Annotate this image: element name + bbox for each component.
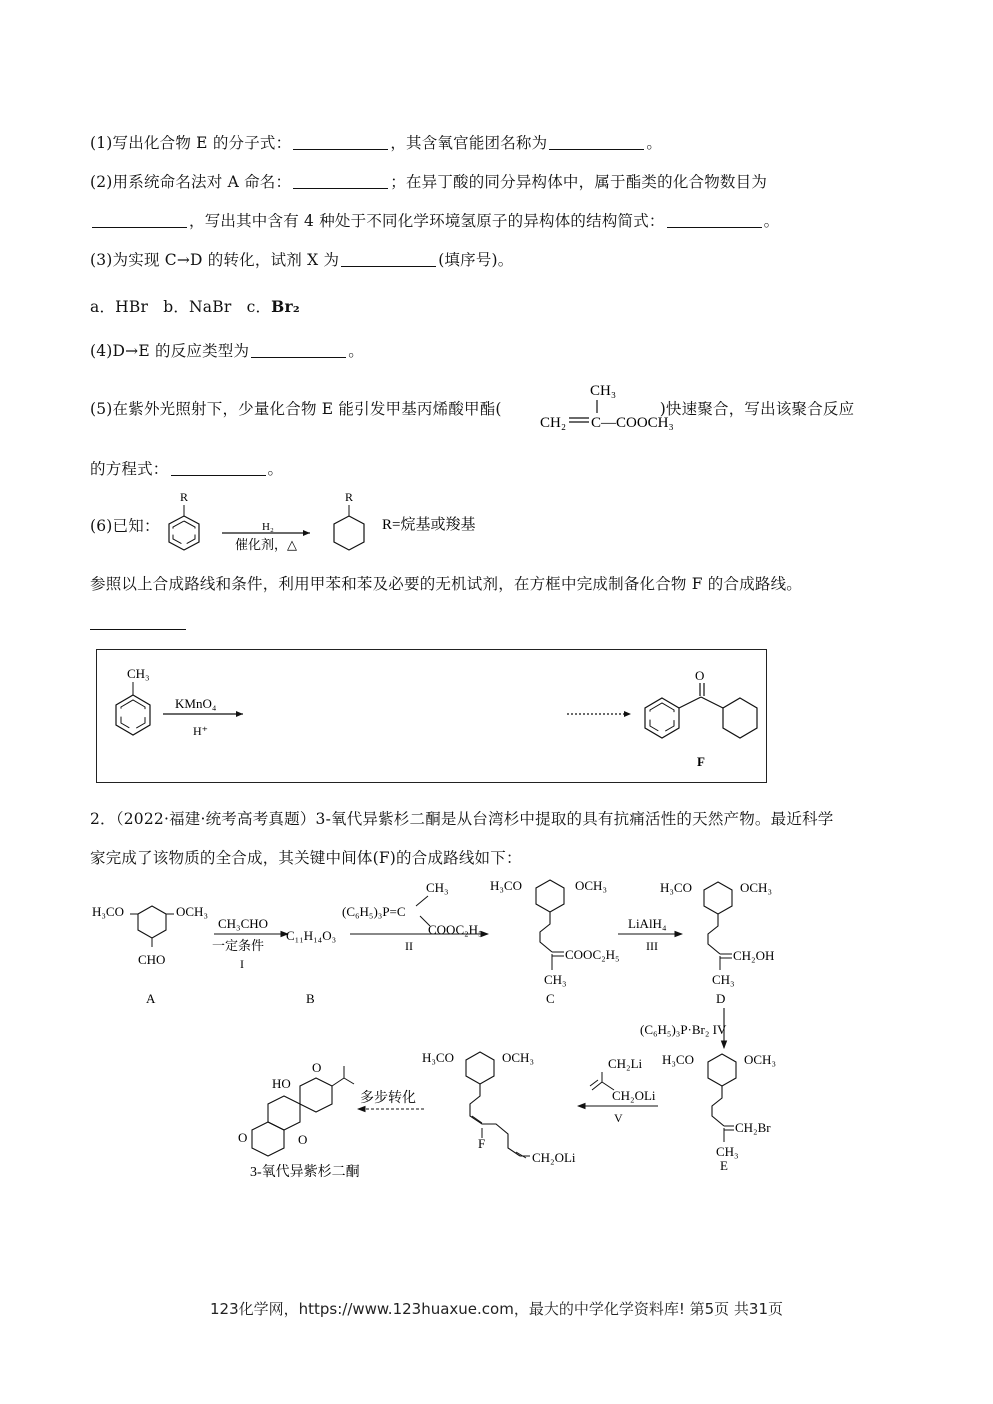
step1-reagent: CH₃CHO: [218, 916, 269, 931]
r-label-product: R: [345, 490, 354, 504]
b-formula: C₁₁H₁₄O₃: [286, 928, 337, 943]
q1-part1-text-b: ，其含氧官能团名称为: [390, 134, 548, 152]
r-definition: R=烷基或羧基: [382, 517, 476, 533]
q1-part3-text-a: (3)为实现 C→D 的转化，试剂 X 为: [90, 251, 340, 269]
q1-part5-text-b: )快速聚合，写出该聚合反应: [659, 400, 855, 418]
toluene-ring: [116, 695, 150, 735]
q1-part2-cont: [90, 209, 779, 231]
answer-blank[interactable]: [90, 629, 186, 630]
compound-f: [422, 1050, 576, 1165]
mma-structure: [538, 380, 708, 432]
q1-part4-text-b: 。: [348, 342, 364, 360]
answer-blank[interactable]: [293, 135, 388, 150]
q1-part2-cont-text: ，写出其中含有 4 种处于不同化学环境氢原子的异构体的结构简式：: [189, 212, 665, 230]
a-och3: OCH₃: [176, 904, 208, 919]
step5-number: V: [614, 1111, 623, 1125]
mma-ch3: CH₃: [590, 383, 617, 399]
c-ch3: CH₃: [544, 972, 567, 987]
wittig-ester: COOC₂H₅: [428, 922, 483, 937]
product-ho: HO: [272, 1076, 291, 1091]
q2-intro-text2: 家完成了该物质的全合成，其关键中间体(F)的合成路线如下：: [90, 849, 522, 867]
compound-d: [660, 880, 774, 1006]
q1-part5-cont-end: 。: [267, 460, 284, 478]
q1-options: [90, 295, 300, 317]
label-c: C: [546, 991, 555, 1006]
compound-a: [92, 904, 208, 1006]
cyclohexane-ring: [334, 516, 364, 550]
hydrogenation-scheme: [160, 488, 520, 558]
reagent-kmno4: KMnO₄: [175, 696, 217, 711]
label-a: A: [146, 991, 156, 1006]
q1-part6-label: [90, 514, 160, 536]
e-ch2br: CH₂Br: [735, 1120, 771, 1135]
q1-part4: [90, 339, 364, 361]
final-product: [238, 1060, 360, 1180]
q2-intro-line1: [90, 807, 833, 829]
option-b: b．NaBr: [163, 298, 232, 316]
cyclohexyl-ring: [723, 698, 757, 738]
product-name: 3-氧代异紫杉二酮: [250, 1165, 360, 1180]
toluene-ch3: CH₃: [127, 666, 150, 681]
a-cho: CHO: [138, 952, 166, 967]
mma-ester: C—COOCH₃: [591, 415, 674, 431]
q1-part4-text-a: (4)D→E 的反应类型为: [90, 342, 250, 360]
compound-c: [490, 878, 620, 1006]
label-f: F: [478, 1136, 486, 1151]
r-label: R: [180, 490, 189, 504]
q1-part2-cont-end: 。: [763, 212, 780, 230]
wittig-reagent: (C₆H₅)₃P=C: [342, 904, 406, 919]
mma-ch2: CH₂: [540, 415, 567, 431]
q1-part5: [90, 397, 854, 419]
wittig-ch3: CH₃: [426, 880, 449, 895]
e-och3: OCH₃: [744, 1052, 776, 1067]
answer-blank[interactable]: [171, 461, 266, 476]
d-h3co: H₃CO: [660, 880, 692, 895]
step3-number: III: [646, 939, 658, 953]
product-o-top: O: [312, 1060, 322, 1075]
option-a: a．HBr: [90, 298, 149, 316]
c-ester: COOC₂H₅: [565, 947, 620, 962]
c-och3: OCH₃: [575, 878, 607, 893]
step5-ch2oli: CH₂OLi: [612, 1088, 656, 1103]
q1-part1-text-a: (1)写出化合物 E 的分子式：: [90, 134, 292, 152]
q1-part5-cont: [90, 457, 283, 479]
step1-number: I: [240, 957, 244, 971]
carbonyl-o: O: [695, 668, 705, 683]
q1-part6-instruction: [90, 572, 802, 594]
cond-h2: H₂: [262, 521, 274, 533]
benzoyl-ring: [645, 698, 679, 738]
step1-condition: 一定条件: [212, 938, 265, 953]
label-b: B: [306, 991, 315, 1006]
answer-blank[interactable]: [341, 252, 436, 267]
answer-blank[interactable]: [667, 213, 762, 228]
q1-part3: [90, 248, 513, 270]
q1-part3-text-b: (填序号)。: [438, 251, 514, 269]
q1-part6-instruction-text: 参照以上合成路线和条件，利用甲苯和苯及必要的无机试剂，在方框中完成制备化合物 F 的合成路线。: [90, 575, 803, 593]
compound-f-label: F: [697, 754, 705, 769]
f-och3: OCH₃: [502, 1050, 534, 1065]
q1-part2-text-b: ；在异丁酸的同分异构体中，属于酯类的化合物数目为: [390, 173, 768, 191]
answer-blank[interactable]: [293, 174, 388, 189]
c-h3co: H₃CO: [490, 878, 522, 893]
compound-e: [662, 1052, 776, 1173]
answer-blank[interactable]: [92, 213, 187, 228]
q1-part2: [90, 170, 767, 192]
f-h3co: H₃CO: [422, 1050, 454, 1065]
answer-blank[interactable]: [251, 343, 346, 358]
q1-part2-text-a: (2)用系统命名法对 A 命名：: [90, 173, 292, 191]
d-ch2oh: CH₂OH: [733, 948, 775, 963]
q1-part5-text-a: (5)在紫外光照射下，少量化合物 E 能引发甲基丙烯酸甲酯(: [90, 400, 502, 418]
q1-part1-text-c: 。: [646, 134, 663, 152]
label-e: E: [720, 1158, 728, 1173]
option-c-formula: Br₂: [271, 297, 300, 316]
e-ch3: CH₃: [716, 1144, 739, 1159]
answer-box[interactable]: [96, 649, 767, 783]
page-footer: 123化学网，https://www.123huaxue.com，最大的中学化学资料库! 第5页 共31页: [209, 1300, 784, 1318]
reagent-h-plus: H⁺: [193, 724, 208, 738]
step3-reagent: LiAlH₄: [628, 916, 667, 931]
q1-part1: [90, 131, 662, 153]
q1-part5-cont-text: 的方程式：: [90, 460, 169, 478]
answer-blank[interactable]: [549, 135, 644, 150]
final-step-label: 多步转化: [360, 1091, 416, 1106]
product-o-left: O: [238, 1130, 248, 1145]
answer-box-scheme: [97, 650, 765, 781]
step2-number: II: [405, 939, 413, 953]
a-h3co: H₃CO: [92, 904, 124, 919]
synthesis-route: [88, 872, 918, 1192]
q2-intro-line2: [90, 846, 522, 868]
step5-ch2li: CH₂Li: [608, 1056, 643, 1071]
q2-intro-text1: 2．（2022·福建·统考高考真题）3-氧代异紫杉二酮是从台湾杉中提取的具有抗痛活性的天然产物。最近科学: [90, 810, 834, 828]
f-ch2oli: CH₂OLi: [532, 1150, 576, 1165]
option-c: c．: [246, 298, 272, 316]
label-d: D: [716, 991, 726, 1006]
e-h3co: H₃CO: [662, 1052, 694, 1067]
product-o-bottom: O: [298, 1132, 308, 1147]
d-ch3: CH₃: [712, 972, 735, 987]
q1-part6-text: (6)已知：: [90, 517, 160, 535]
step4-reagent: (C₆H₅)₃P·Br₂ IV: [640, 1022, 727, 1037]
d-och3: OCH₃: [740, 880, 772, 895]
cond-catalyst: 催化剂，△: [235, 537, 297, 552]
